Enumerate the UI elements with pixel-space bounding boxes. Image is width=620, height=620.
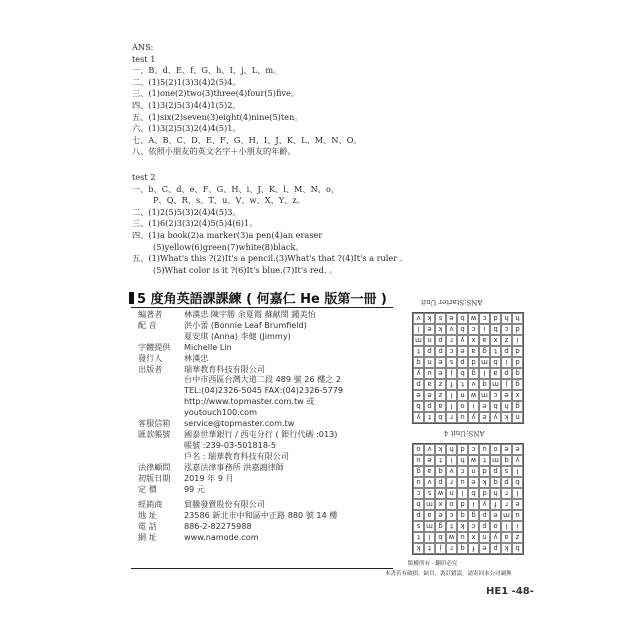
puzzle-cell: g (512, 401, 523, 412)
puzzle-cell: t (479, 455, 490, 466)
puzzle-cell: b (490, 401, 501, 412)
colophon-value: 瑞華教育科技有限公司 (184, 363, 265, 374)
colophon-row (138, 374, 403, 385)
colophon-key (138, 385, 184, 396)
puzzle-cell: p (413, 510, 424, 521)
puzzle-cell: a (479, 335, 490, 346)
puzzle-title: ANS:Unit 4 (444, 429, 485, 437)
website-link[interactable]: youtouch100.com (184, 407, 258, 418)
puzzle-cell: m (490, 455, 501, 466)
puzzle-cell: e (501, 390, 512, 401)
test1-line: 五、(1)six(2)seven(3)eight(4)nine(5)ten。 (132, 111, 303, 122)
puzzle-cell: p (490, 466, 501, 477)
puzzle-cell: p (435, 477, 446, 488)
colophon-key (138, 331, 184, 342)
puzzle-cell: m (413, 335, 424, 346)
puzzle-cell: w (446, 532, 457, 543)
website-link[interactable]: http://www.topmaster.com.tw 或 (184, 396, 315, 407)
puzzle-cell: j (446, 368, 457, 379)
puzzle-cell: r (446, 543, 457, 554)
email-link[interactable]: service@topmaster.com.tw (184, 418, 295, 429)
colophon-row (138, 353, 403, 364)
puzzle-cell: q (490, 477, 501, 488)
puzzle-cell: h (512, 313, 523, 324)
puzzle-cell: k (501, 412, 512, 423)
puzzle-cell: e (424, 324, 435, 335)
colophon-key: 出版者 (138, 363, 163, 374)
divider (131, 568, 393, 569)
puzzle-cell: u (457, 532, 468, 543)
puzzle-cell: y (512, 455, 523, 466)
colophon-value: 台中市西區台灣大道二段 489 號 26 樓之 2 (184, 374, 342, 385)
puzzle-cell: z (512, 532, 523, 543)
colophon-value: 帳號 :239-03-501818-5 (184, 439, 277, 450)
colophon-key (138, 451, 184, 462)
puzzle-cell: k (435, 324, 446, 335)
puzzle-cell: v (424, 444, 435, 455)
puzzle-cell: r (501, 488, 512, 499)
colophon-key: 初版日期 (138, 472, 171, 483)
puzzle-cell: t (413, 346, 424, 357)
puzzle-cell: l (512, 466, 523, 477)
puzzle-cell: h (446, 444, 457, 455)
page-number: HE1 -48- (486, 586, 534, 597)
puzzle-cell: y (457, 335, 468, 346)
puzzle-cell: a (435, 401, 446, 412)
puzzle-cell: m (501, 510, 512, 521)
colophon-key: 配 音 (138, 319, 157, 330)
puzzle-cell: p (479, 510, 490, 521)
colophon-value: 國泰世華銀行 / 西屯分行 ( 銀行代碼 :013) (184, 428, 338, 439)
puzzle-cell: l (501, 521, 512, 532)
test1-line: 三、(1)one(2)two(3)three(4)four(5)five。 (132, 88, 300, 99)
puzzle-cell: c (446, 510, 457, 521)
puzzle-cell: c (413, 488, 424, 499)
colophon-row (138, 364, 403, 375)
puzzle-cell: v (446, 324, 457, 335)
puzzle-cell: r (501, 499, 512, 510)
colophon-value: 戶名 : 瑞華教育科技有限公司 (184, 450, 289, 461)
puzzle-cell: r (446, 477, 457, 488)
puzzle-cell: o (457, 401, 468, 412)
puzzle-cell: p (435, 335, 446, 346)
defect-notice: 本書若有破損、缺頁、裝訂錯誤，請寄回本公司調換 (385, 571, 512, 577)
book-title-text: 5 度角英語課課練 ( 何嘉仁 He 版第一冊 ) (137, 292, 387, 307)
puzzle-cell: y (413, 368, 424, 379)
colophon-value: 99 元 (184, 483, 205, 494)
distributor-row (138, 499, 403, 510)
puzzle-cell: p (424, 346, 435, 357)
puzzle-cell: u (512, 510, 523, 521)
puzzle-cell: w (435, 488, 446, 499)
puzzle-cell: k (457, 521, 468, 532)
puzzle-cell: h (501, 313, 512, 324)
puzzle-cell: d (479, 466, 490, 477)
colophon-row (138, 473, 403, 484)
puzzle-cell: d (479, 488, 490, 499)
test1-line: 六、(1)3(2)5(3)2(4)4(5)1。 (132, 123, 241, 134)
puzzle-cell: p (501, 477, 512, 488)
colophon-row (138, 440, 403, 451)
puzzle-cell: m (479, 357, 490, 368)
puzzle-cell: e (435, 357, 446, 368)
puzzle-cell: d (512, 346, 523, 357)
puzzle-title: ANS:Starter Unit (421, 298, 483, 306)
puzzle-cell: e (468, 477, 479, 488)
puzzle-cell: p (424, 401, 435, 412)
puzzle-cell: m (479, 390, 490, 401)
puzzle-cell: i (512, 335, 523, 346)
puzzle-grid (412, 312, 524, 424)
puzzle-cell: r (446, 412, 457, 423)
puzzle-cell: s (446, 357, 457, 368)
puzzle-cell: g (413, 466, 424, 477)
puzzle-cell: b (413, 401, 424, 412)
puzzle-cell: t (457, 379, 468, 390)
test2-line: 二、(1)2(5)5(3)2(4)4(5)3。 (132, 206, 241, 217)
puzzle-cell: c (501, 324, 512, 335)
puzzle-cell: c (479, 313, 490, 324)
puzzle-cell: e (501, 444, 512, 455)
puzzle-cell: n (468, 466, 479, 477)
puzzle-cell: b (413, 499, 424, 510)
test2-line: 三、(1)6(2)3(3)2(4)5(5)4(6)1。 (132, 218, 258, 229)
puzzle-cell: y (413, 412, 424, 423)
puzzle-cell: o (490, 521, 501, 532)
puzzle-cell: l (424, 532, 435, 543)
colophon-key: 網 址 (138, 532, 157, 543)
colophon-value: 貿騰發賣股份有限公司 (184, 499, 265, 510)
puzzle-cell: u (457, 412, 468, 423)
puzzle-cell: l (446, 390, 457, 401)
puzzle-cell: s (435, 313, 446, 324)
puzzle-cell: e (457, 346, 468, 357)
puzzle-cell: e (435, 510, 446, 521)
colophon-key: 匯款帳號 (138, 428, 171, 439)
puzzle-cell: n (446, 488, 457, 499)
puzzle-cell: l (413, 324, 424, 335)
puzzle-cell: a (424, 466, 435, 477)
puzzle-cell: i (468, 401, 479, 412)
colophon-key (138, 374, 184, 385)
colophon-key: 法律顧問 (138, 461, 171, 472)
test1-line: 二、(1)5(2)1(3)3(4)2(5)4。 (132, 76, 241, 87)
puzzle-cell: g (468, 510, 479, 521)
puzzle-cell: q (512, 368, 523, 379)
puzzle-cell: x (435, 499, 446, 510)
puzzle-cell: t (490, 346, 501, 357)
test1-line: 一、B、d、E、f、G、h、I、j、L、m。 (132, 65, 282, 76)
puzzle-cell: j (501, 379, 512, 390)
puzzle-cell: n (512, 412, 523, 423)
colophon-value: 2019 年 9 月 (184, 472, 234, 483)
puzzle-cell: u (424, 368, 435, 379)
puzzle-cell: t (446, 521, 457, 532)
puzzle-cell: v (424, 477, 435, 488)
test2-line: (5)yellow(6)green(7)white(8)black。 (153, 241, 304, 252)
puzzle-cell: d (457, 499, 468, 510)
puzzle-cell: m (424, 521, 435, 532)
puzzle-cell: h (457, 455, 468, 466)
puzzle-cell: t (424, 543, 435, 554)
puzzle-cell: f (490, 499, 501, 510)
puzzle-cell: p (490, 543, 501, 554)
puzzle-cell: g (479, 346, 490, 357)
puzzle-cell: d (512, 357, 523, 368)
puzzle-cell: g (512, 379, 523, 390)
puzzle-cell: x (468, 335, 479, 346)
puzzle-cell: a (468, 346, 479, 357)
puzzle-cell: b (490, 357, 501, 368)
copyright-notice: 版權所有 · 翻印必究 (408, 561, 458, 567)
colophon-row (138, 320, 403, 331)
puzzle-cell: m (490, 379, 501, 390)
test1-line: 四、(1)3(2)5(3)4(4)1(5)2。 (132, 99, 241, 110)
puzzle-cell: b (435, 532, 446, 543)
puzzle-cell: k (501, 543, 512, 554)
puzzle-cell: k (479, 477, 490, 488)
puzzle-cell: b (490, 324, 501, 335)
colophon-key: 電 話 (138, 521, 157, 532)
puzzle-cell: y (479, 499, 490, 510)
answers-header: ANS: (132, 42, 154, 52)
puzzle-cell: o (446, 499, 457, 510)
colophon-row (138, 429, 403, 440)
website-link[interactable]: www.namode.com (184, 532, 259, 543)
puzzle-cell: b (457, 313, 468, 324)
distributor-row (138, 532, 403, 543)
puzzle-cell: p (501, 346, 512, 357)
puzzle-cell: y (490, 412, 501, 423)
puzzle-cell: w (468, 390, 479, 401)
puzzle-grid (412, 443, 524, 555)
colophon-row (138, 451, 403, 462)
answer-key (132, 42, 532, 276)
puzzle-cell: e (479, 401, 490, 412)
test1-label: test 1 (132, 53, 156, 64)
test1-line: 七、A、B、C、D、E、F、G、H、I、J、K、L、M、N、O。 (132, 134, 362, 145)
puzzle-cell: b (512, 543, 523, 554)
puzzle-cell: a (424, 510, 435, 521)
puzzle-cell: o (490, 444, 501, 455)
puzzle-cell: t (413, 532, 424, 543)
puzzle-cell: c (490, 390, 501, 401)
puzzle-cell: u (413, 477, 424, 488)
puzzle-cell: c (457, 466, 468, 477)
puzzle-cell: e (479, 412, 490, 423)
colophon-row (138, 462, 403, 473)
puzzle-cell: c (468, 444, 479, 455)
puzzle-cell: b (468, 488, 479, 499)
puzzle-cell: e (435, 368, 446, 379)
puzzle-cell: y (468, 412, 479, 423)
puzzle-cell: d (468, 357, 479, 368)
colophon-value: 886-2-82275988 (184, 521, 252, 532)
colophon-value: Michelle Lin (184, 341, 232, 352)
puzzle-cell: b (435, 412, 446, 423)
puzzle-cell: i (501, 357, 512, 368)
puzzle-cell: q (457, 510, 468, 521)
colophon-key (138, 396, 184, 407)
colophon-key: 編著者 (138, 309, 163, 319)
colophon-key: 定 價 (138, 483, 157, 494)
puzzle-cell: i (446, 455, 457, 466)
colophon-key: 客服信箱 (138, 418, 171, 429)
puzzle-cell: b (457, 368, 468, 379)
colophon-key: 發行人 (138, 352, 163, 363)
puzzle-cell: e (413, 390, 424, 401)
puzzle-cell: t (435, 455, 446, 466)
colophon-row (138, 342, 403, 353)
distributor-row (138, 521, 403, 532)
puzzle-cell: c (468, 324, 479, 335)
puzzle-cell: z (435, 379, 446, 390)
puzzle-cell: x (490, 335, 501, 346)
puzzle-cell: h (501, 401, 512, 412)
puzzle-cell: g (435, 521, 446, 532)
puzzle-cell: z (435, 390, 446, 401)
puzzle-cell: i (512, 521, 523, 532)
colophon-value: TEL:(04)2326-5045 FAX:(04)2326-5779 (184, 385, 344, 396)
puzzle-cell: e (512, 444, 523, 455)
puzzle-cell: u (413, 455, 424, 466)
colophon-key: 經銷商 (138, 499, 163, 510)
puzzle-cell: q (413, 357, 424, 368)
colophon-key: 字體提供 (138, 341, 171, 352)
test2-line: (5)What color is it ?(6)It's blue.(7)It's red. 。 (153, 264, 338, 275)
puzzle-cell: q (479, 379, 490, 390)
puzzle-cell: p (501, 368, 512, 379)
colophon-value: 林漢忠 (184, 352, 209, 363)
distributor-row (138, 510, 403, 521)
colophon (138, 309, 403, 543)
colophon-row (138, 385, 403, 396)
test2-line: 四、(1)a book(2)a marker(3)a pen(4)an eraser (132, 229, 323, 240)
puzzle-cell: y (490, 532, 501, 543)
colophon-key (138, 407, 184, 418)
puzzle-cell: u (457, 477, 468, 488)
puzzle-cell: d (490, 313, 501, 324)
puzzle-cell: g (468, 368, 479, 379)
colophon-key: 地 址 (138, 510, 157, 521)
puzzle-cell: k (435, 444, 446, 455)
colophon-value: 23586 新北市中和區中正路 880 號 14 樓 (184, 510, 338, 521)
puzzle-cell: n (457, 390, 468, 401)
test1-line: 八、依照小朋友的英文名字＋小朋友的年齡。 (132, 146, 296, 157)
puzzle-cell: e (424, 455, 435, 466)
puzzle-cell: e (490, 510, 501, 521)
puzzle-cell: q (457, 543, 468, 554)
colophon-row (138, 309, 403, 320)
puzzle-cell: d (457, 444, 468, 455)
puzzle-cell: r (446, 335, 457, 346)
puzzle-cell: z (501, 335, 512, 346)
puzzle-cell: u (479, 444, 490, 455)
colophon-row (138, 331, 403, 342)
puzzle-cell: w (468, 455, 479, 466)
puzzle-cell: w (468, 313, 479, 324)
puzzle-cell: e (424, 390, 435, 401)
puzzle-cell: x (468, 532, 479, 543)
puzzle-cell: i (479, 324, 490, 335)
puzzle-cell: s (424, 488, 435, 499)
puzzle-cell: s (413, 521, 424, 532)
puzzle-cell: e (512, 499, 523, 510)
puzzle-cell: k (424, 313, 435, 324)
puzzle-cell: d (512, 324, 523, 335)
puzzle-cell: v (468, 379, 479, 390)
puzzle-cell: v (446, 466, 457, 477)
puzzle-cell: b (512, 477, 523, 488)
puzzle-cell: k (413, 543, 424, 554)
puzzle-cell: f (468, 543, 479, 554)
test2-label: test 2 (132, 171, 156, 182)
puzzle-cell: p (457, 357, 468, 368)
puzzle-cell: j (435, 543, 446, 554)
puzzle-cell: l (512, 488, 523, 499)
colophon-value: 林漢忠 陳宇勝 余夏霞 蘇献閔 鍾美怡 (184, 309, 316, 319)
colophon-row (138, 396, 403, 407)
puzzle-cell: o (413, 444, 424, 455)
puzzle-cell: m (424, 499, 435, 510)
puzzle-cell: a (501, 532, 512, 543)
colophon-row (138, 407, 403, 418)
divider (131, 307, 393, 308)
puzzle-cell: q (435, 466, 446, 477)
puzzle-cell: n (479, 532, 490, 543)
puzzle-cell: x (512, 390, 523, 401)
colophon-value: 泓嘉法律事務所 洪嘉鴻律師 (184, 461, 284, 472)
puzzle-cell: e (446, 313, 457, 324)
puzzle-cell: p (413, 379, 424, 390)
puzzle-cell: q (501, 455, 512, 466)
puzzle-cell: c (468, 521, 479, 532)
puzzle-cell: p (479, 521, 490, 532)
puzzle-cell: n (424, 335, 435, 346)
puzzle-cell: b (457, 324, 468, 335)
puzzle-cell: l (479, 368, 490, 379)
puzzle-cell: v (413, 313, 424, 324)
puzzle-cell: h (490, 488, 501, 499)
puzzle-cell: n (424, 357, 435, 368)
puzzle-cell: l (457, 488, 468, 499)
puzzle-cell: a (490, 368, 501, 379)
puzzle-cell: l (446, 401, 457, 412)
title-marker (129, 292, 134, 304)
puzzle-cell: f (446, 379, 457, 390)
colophon-row (138, 418, 403, 429)
puzzle-cell: i (468, 499, 479, 510)
puzzle-cell: s (501, 466, 512, 477)
puzzle-cell: t (424, 412, 435, 423)
colophon-value: 洪小蕾 (Bonnie Leaf Brumfield) (184, 319, 307, 330)
test2-line: 五、(1)What's this ?(2)It's a pencil.(3)What's that ?(4)It's a ruler . (132, 253, 403, 264)
colophon-value: 夏安琪 (Anna) 李健 (Jimmy) (184, 330, 291, 341)
test2-line: P、Q、R、s、T、u、V、w、X、Y、z。 (153, 195, 305, 206)
puzzle-cell: a (424, 379, 435, 390)
colophon-key (138, 440, 184, 451)
puzzle-cell: p (435, 346, 446, 357)
test2-line: 一、b、C、d、e、F、G、H、i、J、K、l、M、N、o、 (132, 183, 340, 194)
puzzle-cell: c (446, 346, 457, 357)
puzzle-cell: e (479, 543, 490, 554)
colophon-row (138, 484, 403, 495)
